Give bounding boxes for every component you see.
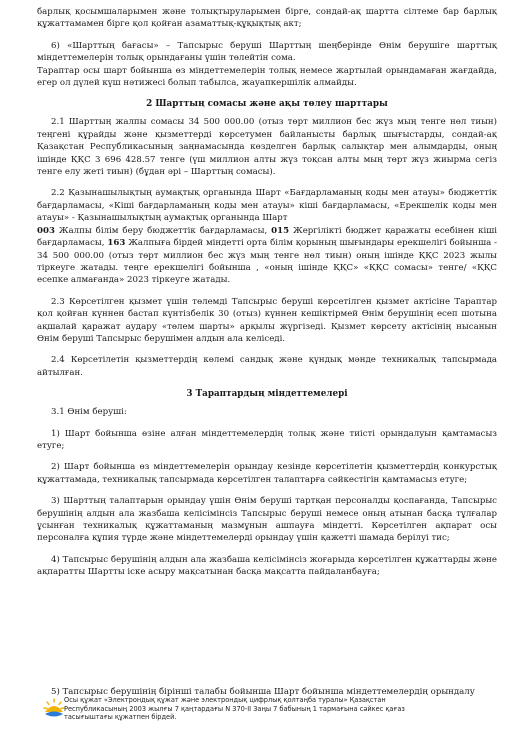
paragraph-2-1: 2.1 Шарттың жалпы сомасы 34 500 000.00 (отыз төрт миллион бес жүз мың тенге нөл тиын) теңгені құрайды және қызметтерді көрсетумен байланысты барлық шығыстарды, сондай-ақ Қазақстан Республикасының заңнамасында көзделген барлық салықтар мен алымдарды, оның ішінде ҚҚС 3 696 428.57 тенге (үш миллион алты жүз тоқсан алты мың төрт жүз жиырма сегіз тенге елу жеті тиын) (бұдан әрі – Шарттың сомасы). [37, 117, 497, 178]
paragraph-6-price: 6) «Шарттың бағасы» – Тапсырыс беруші Шарттың шеңберінде Өнім берушіге шарттық міндеттемелерін толық орындағаны үшін төлейтін сома. [37, 40, 497, 64]
section-2-title: 2 Шарттың сомасы және ақы төлеу шарттары [146, 99, 388, 110]
specific-name: Жалпыға бірдей міндетті орта білім қорының шығындары ерекшелігі бойынша - 34 500 000.00 (отыз төрт миллион бес жүз мың тенге нөл тиын) оның ішінде ҚҚС 2023 жылы тіркеуге жатады. теңге ерекшелігі бойынша , «оның ішінде ҚҚС» «ҚҚС сомасы» тенге/ «ҚҚС есепке алмағанда» 2023 тіркеуге жатады. [37, 238, 497, 286]
program-code-003: 003 [37, 225, 55, 236]
subprogram-name: Жергілікті бюджет қаражаты есебінен кіші бағдарламасы, [37, 225, 497, 249]
program-name: Жалпы білім беру бюджеттік бағдарламасы, [54, 225, 272, 236]
footer-legal-note [64, 696, 484, 722]
paragraph-2-4: 2.4 Көрсетілетін қызметтердің көлемі сандық және қүндық мәнде техникалық тапсырмада айтылған. [37, 355, 497, 378]
paragraph-3-1-4: 4) Тапсырыс берушінің алдын ала жазбаша келісімінсіз жоғарыда көрсетілген құжаттарды және ақпаратты Шартты іске асыру мақсатынан басқа мақсатта пайдаланбауға; [37, 554, 497, 578]
section-3-title: 3 Тараптардың міндеттемелері [186, 389, 348, 400]
paragraph-3-1-1: 1) Шарт бойынша өзіне алған міндеттемелердің толық және тиісті орындалуын қамтамасыз етуге; [37, 428, 497, 451]
paragraph-2-2-intro: 2.2 Қазынашылықтың аумақтық органында Шарт «Бағдарламаның коды мен атауы» бюджеттік бағдарламасы, «Кіші бағдарламаның коды мен атауы» кіші бағдарламасы, «Ерекшелік коды мен атауы» - Қазынашылықтың аумақтық органында Шарт [37, 188, 497, 224]
footer-line-3: тасығыштағы құжатпен бірдей. [64, 713, 177, 722]
specific-code-163: 163 [107, 238, 126, 249]
paragraph-3-1-3: 3) Шарттың талаптарын орындау үшін Өнім беруші тартқан персоналды қоспағанда, Тапсырыс берушінің алдын ала жазбаша келісімінсіз Тапсырыс беруші немесе оның атынан басқа тұлғалар ұсынған техникалық құжаттаманың мазмұнын ашпауға міндетті. Көрсетілген ақпарат осы персоналға құпия түрде және міндеттемелерді орындау үшін қажетті шамада берілуі тис; [37, 496, 497, 544]
footer-line-1: Осы құжат «Электрондық құжат және электрондық цифрлық қолтаңба туралы» Қазақстан [64, 696, 386, 704]
paragraph-2-2 [37, 187, 497, 286]
egov-sun-logo-icon [42, 697, 66, 721]
paragraph-3-1: 3.1 Өнім беруші: [51, 407, 127, 418]
footer-line-2: Республикасының 2003 жылғы 7 қаңтардағы N 370-II Заңы 7 бабының 1 тармағына сәйкес қағаз [64, 704, 405, 713]
paragraph-3-1-2: 2) Шарт бойынша өз міндеттемелерін орындау кезінде көрсетілетін қызметтердің конкурстық құжаттамада, техникалық тапсырмада көрсетілген талаптарға сәйкестігін қамтамасыз етуге; [37, 462, 497, 485]
document-footer [0, 687, 531, 750]
paragraph-2-3: 2.3 Көрсетілген қызмет үшін төлемді Тапсырыс беруші көрсетілген қызмет актісіне Тараптар қол қойған күннен бастап күнтізбелік 30 (отыз) күннен кешіктірмей Өнім берушінің есеп шотына ақшалай қаражат аудару «төлем шарты» арқылы жүргізеді. Қызмет көрсету актісінің нысанын Өнім беруші Тапсырыс берушімен алдын ала келіседі. [37, 296, 497, 344]
paragraph-force-majeure: Тараптар осы шарт бойынша өз міндеттемелерін толық немесе жартылай орындамаған жағдайда, егер ол дүлей күш нәтижесі болып табылса, жауапкершілік алмайды. [37, 65, 497, 89]
subprogram-code-015: 015 [271, 225, 290, 236]
paragraph-3-1-5: 5) Тапсырыс берушінің бірінші талабы бойынша Шарт бойынша міндеттемелердің орындалу [51, 687, 475, 697]
paragraph-top: барлық қосымшаларымен және толықтыруларымен бірге, сондай-ақ шартта сілтеме бар барлық құжаттамамен бірге қол қойған азаматтық-құқықтық акт; [37, 7, 497, 30]
document-page [37, 6, 497, 579]
